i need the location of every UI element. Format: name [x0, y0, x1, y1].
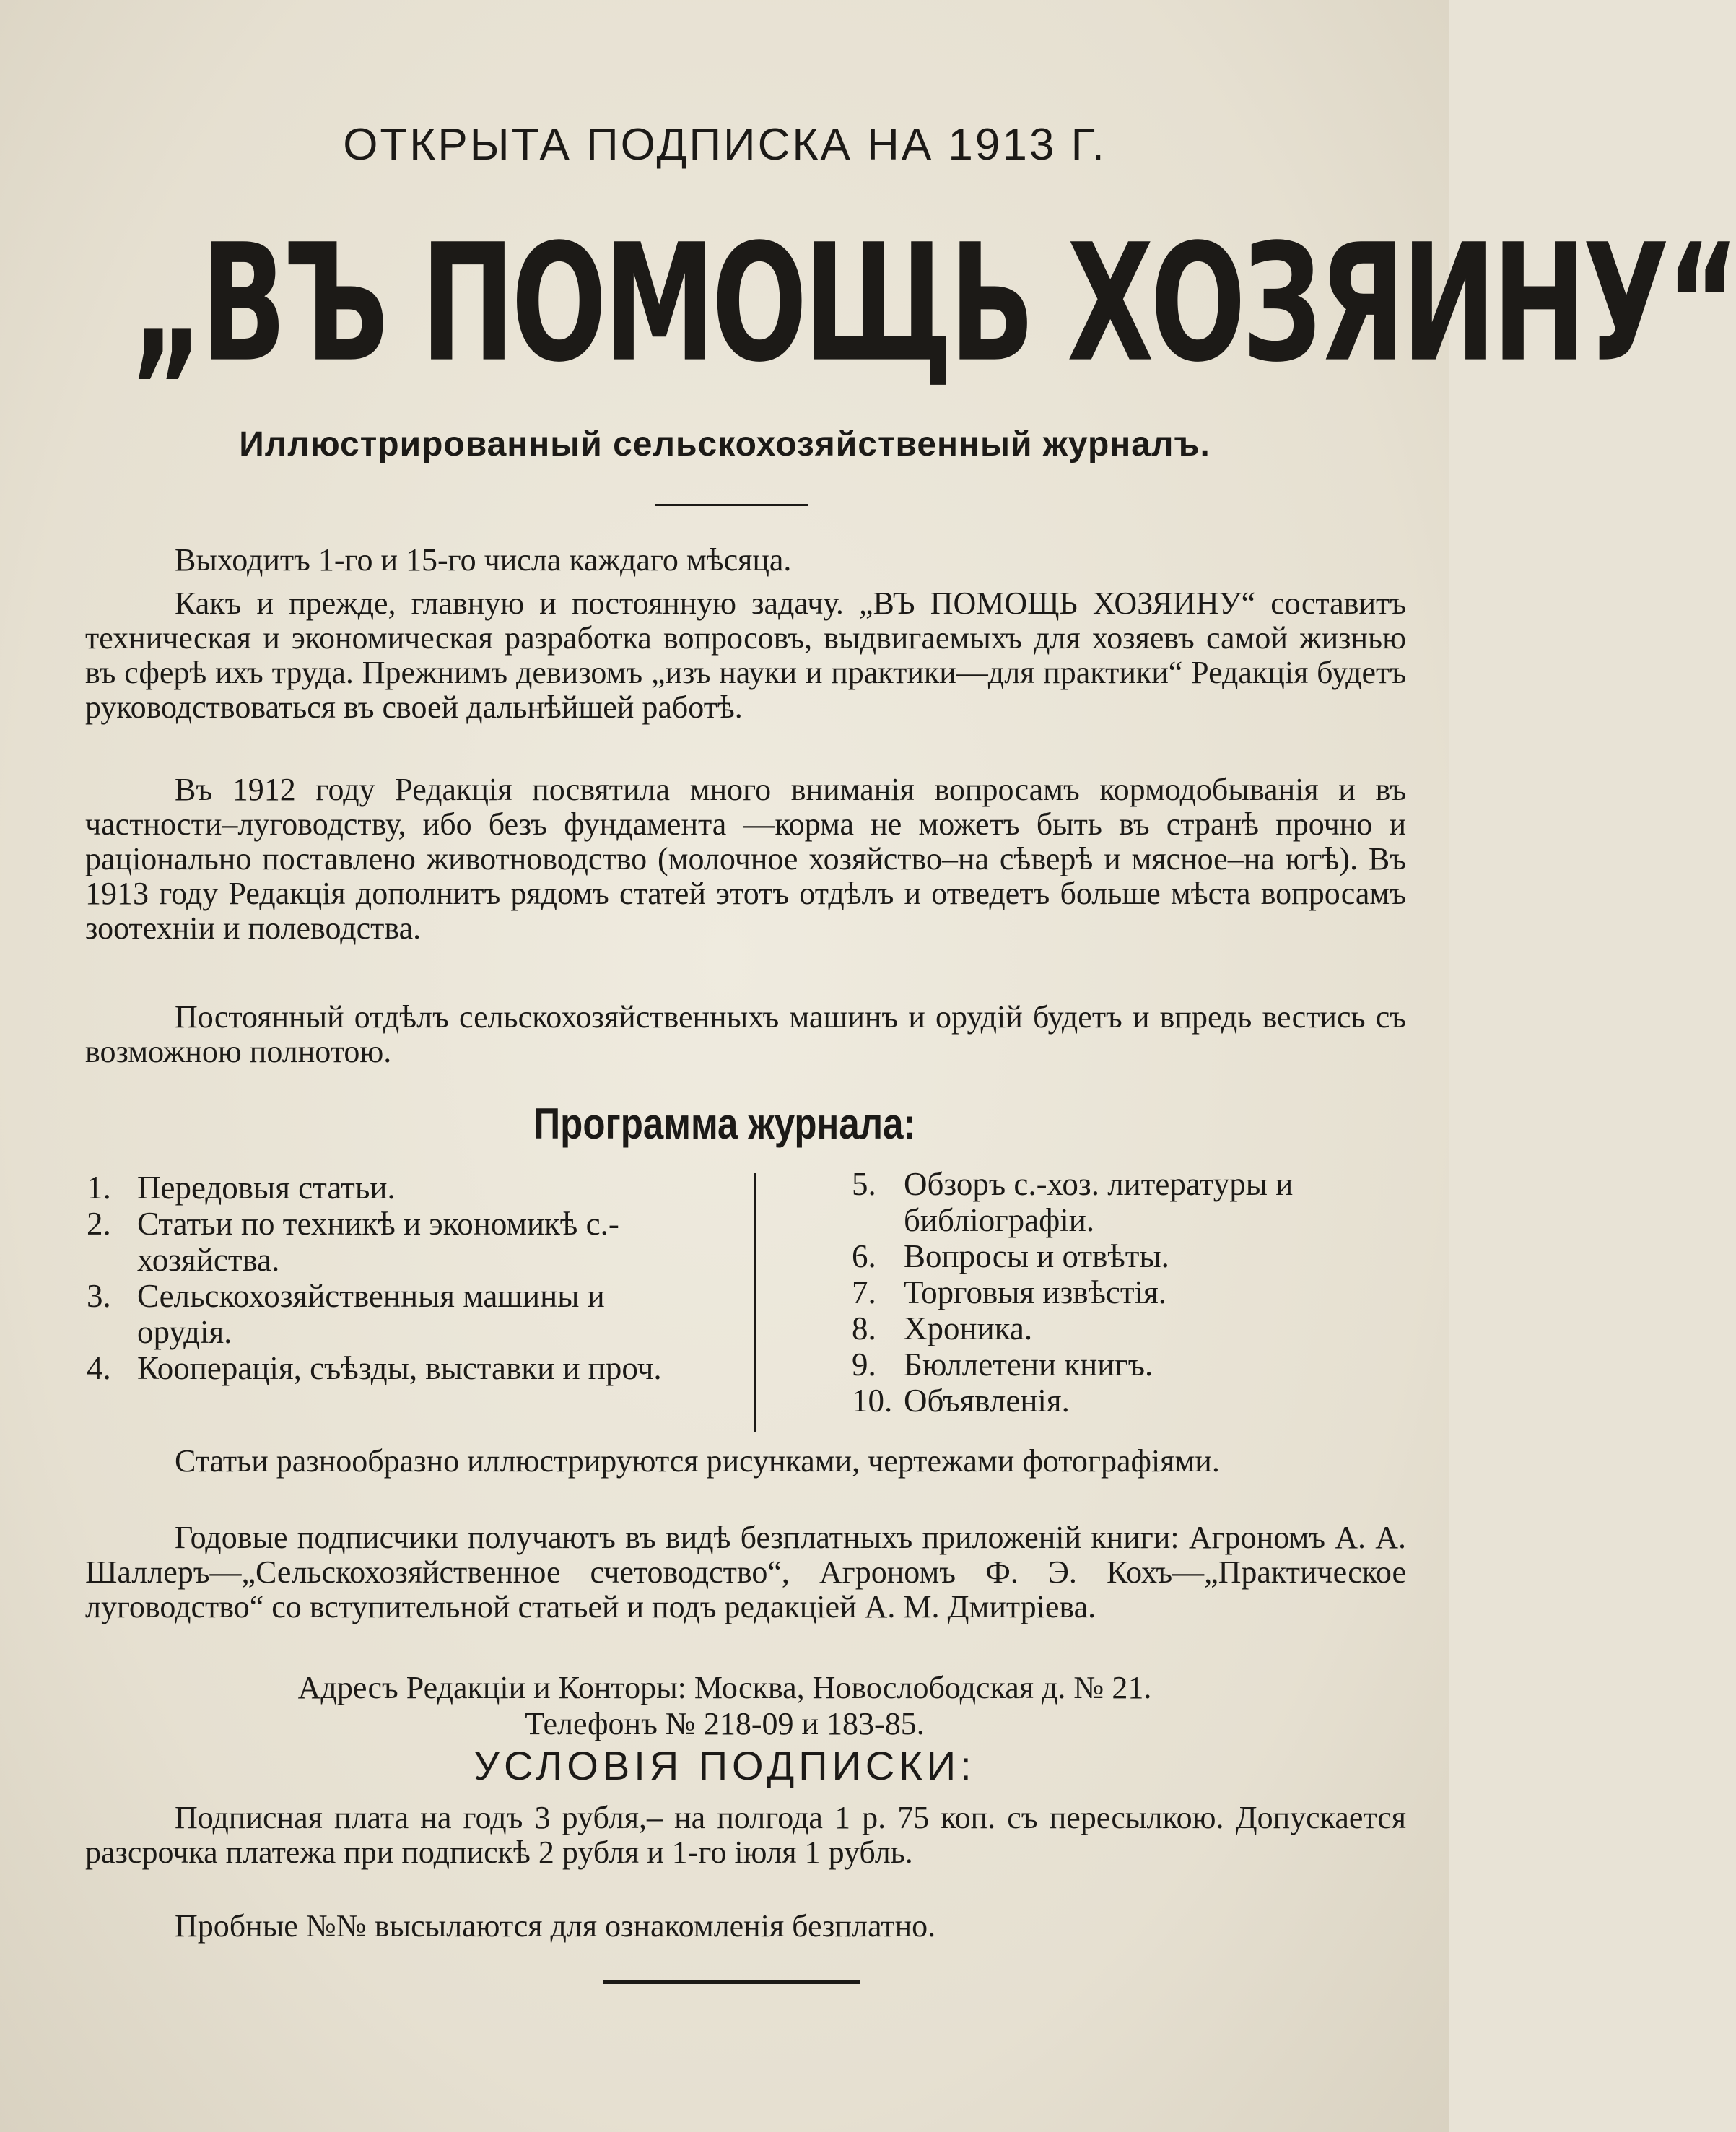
program-item-text: Передовыя статьи.	[137, 1170, 396, 1206]
program-item-number: 1.	[87, 1170, 111, 1206]
price-paragraph	[85, 1801, 1406, 1870]
program-item-number: 5.	[852, 1166, 876, 1202]
divider-rule	[655, 504, 808, 506]
program-item-number: 8.	[852, 1310, 876, 1346]
program-item-text: Хроника.	[904, 1310, 1033, 1346]
intro-paragraph-frequency	[85, 543, 1406, 578]
intro-paragraph-machines	[85, 1000, 1406, 1069]
supplements-paragraph	[85, 1520, 1406, 1624]
intro-paragraph-mission	[85, 586, 1406, 725]
bottom-rule	[603, 1980, 860, 1984]
program-item	[852, 1166, 1429, 1238]
journal-title: „ВЪ ПОМОЩЬ ХОЗЯИНУ“	[130, 209, 1736, 398]
program-item	[87, 1206, 664, 1278]
program-item-text: Торговыя извѣстія.	[904, 1274, 1166, 1310]
paragraph-text: Выходитъ 1-го и 15-го числа каждаго мѣсяца.	[175, 542, 792, 578]
subscription-heading: ОТКРЫТА ПОДПИСКА НА 1913 Г.	[343, 120, 1107, 170]
program-item	[852, 1274, 1429, 1310]
contact-block	[0, 1670, 1449, 1742]
program-item	[852, 1346, 1429, 1383]
journal-subtitle: Иллюстрированный сельскохозяйственный журналъ.	[239, 425, 1211, 464]
program-item-text: Кооперація, съѣзды, выставки и проч.	[137, 1350, 662, 1386]
program-item	[852, 1238, 1429, 1274]
samples-paragraph	[85, 1909, 1406, 1944]
paragraph-text: Пробные №№ высылаются для ознакомленія безплатно.	[175, 1908, 936, 1944]
paragraph-text: Постоянный отдѣлъ сельскохозяйственныхъ машинъ и орудій будетъ и впредь вестись съ возможною полнотою.	[85, 999, 1406, 1069]
program-item-number: 3.	[87, 1278, 111, 1314]
paragraph-text: Какъ и прежде, главную и постоянную задачу. „ВЪ ПОМОЩЬ ХОЗЯИНУ“ составитъ техническая и экономическая разработка вопросовъ, выдвигаемыхъ для хозяевъ самой жизнью въ сферѣ ихъ труда. Прежнимъ девизомъ „изъ науки и практики—для практики“ Редакція будетъ руководствоваться въ своей дальнѣйшей работѣ.	[85, 586, 1406, 725]
paragraph-text: Въ 1912 году Редакція посвятила много вниманія вопросамъ кормодобыванія и въ частности–луговодству, ибо безъ фундамента —корма не можетъ быть въ странѣ прочно и раціонально поставлено животноводство (молочное хозяйство–на сѣверѣ и мясное–на югѣ). Въ 1913 году Редакція дополнитъ рядомъ статей этотъ отдѣлъ и отведетъ больше мѣста вопросамъ зоотехніи и полеводства.	[85, 772, 1406, 946]
program-item	[852, 1383, 1429, 1419]
program-item-number: 6.	[852, 1238, 876, 1274]
paragraph-text: Подписная плата на годъ 3 рубля,– на полгода 1 р. 75 коп. съ пересылкою. Допускается разсрочка платежа при подпискѣ 2 рубля и 1-го іюля 1 рубль.	[85, 1800, 1406, 1870]
program-item-text: Объявленія.	[904, 1383, 1070, 1419]
program-item-number: 7.	[852, 1274, 876, 1310]
illustrations-paragraph	[85, 1444, 1406, 1479]
program-item-text: Сельскохозяйственныя машины и орудія.	[137, 1278, 605, 1350]
program-item-number: 9.	[852, 1346, 876, 1383]
program-item-text: Обзоръ с.-хоз. литературы и библіографіи.	[904, 1166, 1294, 1238]
program-item-text: Статьи по техникѣ и экономикѣ с.-хозяйства.	[137, 1206, 619, 1278]
paragraph-text: Годовые подписчики получаютъ въ видѣ безплатныхъ приложеній книги: Агрономъ А. А. Шаллеръ—„Сельскохозяйственное счетоводство“, Агрономъ Ф. Э. Кохъ—„Практическое луговодство“ со вступительной статьей и подъ редакціей А. М. Дмитріева.	[85, 1520, 1406, 1624]
program-item	[87, 1278, 664, 1350]
program-item-number: 4.	[87, 1350, 111, 1386]
intro-paragraph-1912	[85, 773, 1406, 946]
program-item	[87, 1170, 664, 1206]
paragraph-text: Статьи разнообразно иллюстрируются рисунками, чертежами фотографіями.	[175, 1443, 1220, 1479]
program-column-divider	[754, 1173, 756, 1432]
program-item-number: 10.	[852, 1383, 893, 1419]
program-item-text: Бюллетени книгъ.	[904, 1346, 1153, 1383]
program-item-text: Вопросы и отвѣты.	[904, 1238, 1169, 1274]
program-item	[87, 1350, 664, 1386]
conditions-title: УСЛОВІЯ ПОДПИСКИ:	[474, 1743, 976, 1788]
phone-numbers: Телефонъ № 218-09 и 183-85.	[525, 1706, 925, 1741]
program-item-number: 2.	[87, 1206, 111, 1242]
program-item	[852, 1310, 1429, 1346]
editorial-address: Адресъ Редакціи и Конторы: Москва, Новослободская д. № 21.	[297, 1670, 1152, 1705]
program-list-right	[852, 1166, 1429, 1419]
program-title: Программа журнала:	[533, 1100, 916, 1148]
program-list-left	[87, 1170, 664, 1386]
